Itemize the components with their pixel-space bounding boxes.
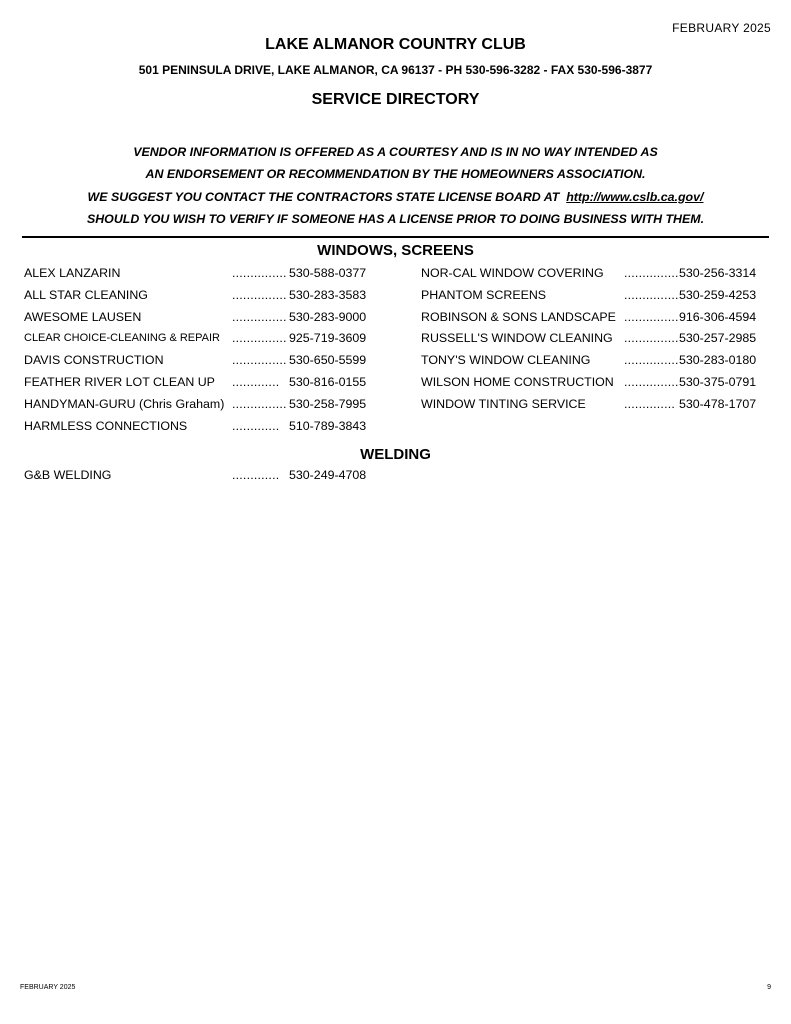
leader-dots: ............... [624, 374, 679, 389]
vendor-name: PHANTOM SCREENS [421, 287, 547, 302]
vendor-phone: 530-478-1707 [679, 396, 757, 411]
vendor-phone: 530-283-9000 [289, 309, 367, 324]
leader-dots: ............... [624, 353, 679, 368]
vendor-name: ROBINSON & SONS LANDSCAPE [421, 309, 616, 324]
vendor-phone: 530-256-3314 [679, 266, 757, 280]
vendor-phone: 530-257-2985 [679, 331, 757, 346]
disclaimer-line-2: AN ENDORSEMENT OR RECOMMENDATION BY THE HOMEOWNERS ASSOCIATION. [145, 167, 646, 182]
disclaimer-line-3 [0, 186, 791, 208]
vendor-phone: 530-283-0180 [679, 353, 757, 368]
vendor-phone: 530-650-5599 [289, 353, 367, 368]
vendor-name: AWESOME LAUSEN [24, 309, 142, 324]
leader-dots: ............... [624, 309, 679, 324]
vendor-phone: 530-588-0377 [289, 266, 367, 280]
section-divider [22, 236, 769, 238]
vendor-name: CLEAR CHOICE-CLEANING & REPAIR [24, 332, 221, 345]
vendor-name: G&B WELDING [24, 468, 112, 482]
disclaimer-line-3-text: WE SUGGEST YOU CONTACT THE CONTRACTORS STATE LICENSE BOARD AT [87, 189, 560, 204]
club-address: 501 PENINSULA DRIVE, LAKE ALMANOR, CA 96137 - PH 530-596-3282 - FAX 530-596-3877 [138, 63, 653, 77]
leader-dots: ............. [232, 468, 280, 482]
vendor-phone: 925-719-3609 [289, 331, 367, 346]
vendor-name: TONY'S WINDOW CLEANING [421, 353, 591, 368]
leader-dots: ............... [232, 396, 287, 411]
page-title: SERVICE DIRECTORY [311, 91, 480, 108]
page-number: 9 [767, 984, 771, 991]
vendor-phone: 916-306-4594 [679, 309, 757, 324]
leader-dots: ............... [624, 331, 679, 346]
welding-section-heading: WELDING [360, 446, 431, 463]
vendor-name: ALEX LANZARIN [24, 266, 121, 280]
vendor-phone: 530-283-3583 [289, 287, 367, 302]
leader-dots: ............... [232, 353, 287, 368]
vendor-name: ALL STAR CLEANING [24, 287, 148, 302]
leader-dots: .............. [624, 396, 675, 411]
footer-date: FEBRUARY 2025 [20, 984, 76, 991]
disclaimer-line-4: SHOULD YOU WISH TO VERIFY IF SOMEONE HAS A LICENSE PRIOR TO DOING BUSINESS WITH THEM. [86, 212, 705, 227]
leader-dots: ............... [232, 331, 287, 346]
vendor-name: NOR-CAL WINDOW COVERING [421, 266, 604, 280]
disclaimer-line-1: VENDOR INFORMATION IS OFFERED AS A COURTESY AND IS IN NO WAY INTENDED AS [133, 145, 658, 159]
leader-dots: ............. [232, 418, 280, 433]
leader-dots: ............... [232, 309, 287, 324]
vendor-name: HARMLESS CONNECTIONS [24, 418, 188, 433]
vendor-name: HANDYMAN-GURU (Chris Graham) [24, 396, 225, 411]
leader-dots: ............. [232, 374, 280, 389]
club-name: LAKE ALMANOR COUNTRY CLUB [265, 36, 526, 53]
header-date: FEBRUARY 2025 [672, 21, 771, 35]
vendor-name: WILSON HOME CONSTRUCTION [421, 374, 614, 389]
vendor-name: DAVIS CONSTRUCTION [24, 353, 164, 368]
vendor-phone: 530-259-4253 [679, 287, 757, 302]
vendor-phone: 530-375-0791 [679, 374, 757, 389]
vendor-phone: 530-816-0155 [289, 374, 367, 389]
vendor-name: RUSSELL'S WINDOW CLEANING [421, 331, 613, 346]
leader-dots: ............... [624, 266, 679, 280]
vendor-phone: 530-249-4708 [289, 468, 367, 482]
leader-dots: ............... [624, 287, 679, 302]
cslb-link[interactable]: http://www.cslb.ca.gov/ [566, 189, 704, 204]
vendor-name: FEATHER RIVER LOT CLEAN UP [24, 374, 215, 389]
leader-dots: ............... [232, 266, 287, 280]
vendor-phone: 530-258-7995 [289, 396, 367, 411]
windows-section-heading: WINDOWS, SCREENS [317, 242, 474, 259]
vendor-name: WINDOW TINTING SERVICE [421, 396, 586, 411]
disclaimer [0, 141, 791, 231]
vendor-phone: 510-789-3843 [289, 418, 367, 433]
leader-dots: ............... [232, 287, 287, 302]
